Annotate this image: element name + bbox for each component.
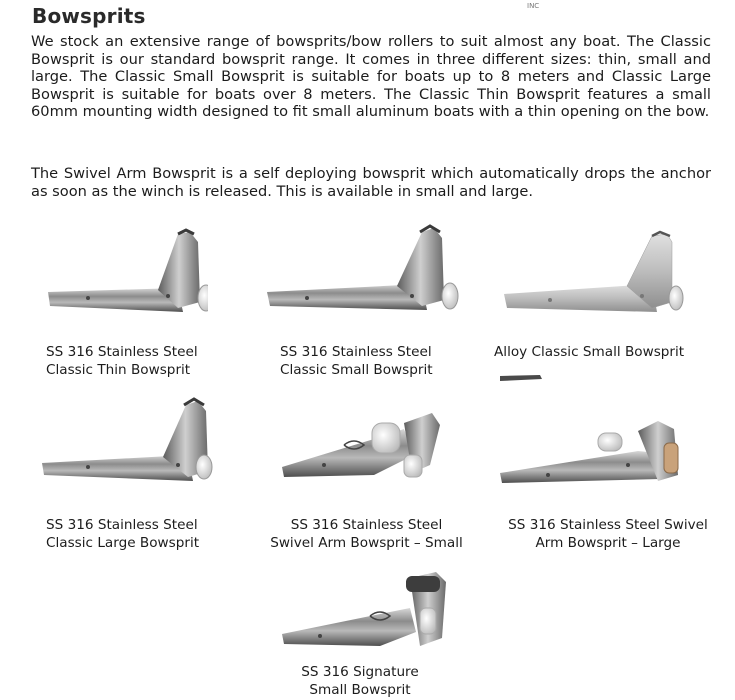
product-line2: Small Bowsprit [309, 681, 411, 698]
page-title: Bowsprits [32, 4, 146, 28]
intro-paragraph: We stock an extensive range of bowsprits/bow rollers to suit almost any boat. The Classic Bowsprit is our standard bowsprit range. It comes in three different sizes: thin, small and large. The Classic Small Bowsprit is suitable for boats up to 8 meters and Classic Large Bowsprit is suitable for boats over 8 meters. The Classic Thin Bowsprit features a small 60mm mounting width designed to fit small aluminum boats with a thin opening on the bow. [31, 33, 711, 120]
product-line1: SS 316 Stainless Steel Swivel [508, 517, 708, 533]
stray-image-fragment [500, 375, 542, 381]
classic-large-bowsprit-image [28, 395, 218, 515]
product-line1: SS 316 Stainless Steel [280, 344, 432, 360]
swivel-paragraph: The Swivel Arm Bowsprit is a self deploying bowsprit which automatically drops the anchor as soon as the winch is released. This is available in small and large. [31, 165, 711, 200]
product-swivel-arm-large[interactable] [488, 395, 728, 552]
swivel-arm-small-bowsprit-image [254, 395, 454, 515]
corner-mark: INC [527, 2, 540, 10]
product-line2: Swivel Arm Bowsprit – Small [270, 534, 463, 551]
product-line1: Alloy Classic Small Bowsprit [494, 344, 685, 360]
product-line2: Classic Thin Bowsprit [46, 361, 191, 378]
product-classic-small[interactable] [252, 222, 472, 379]
product-swivel-arm-small[interactable] [254, 395, 479, 552]
classic-small-bowsprit-image [252, 222, 462, 342]
classic-thin-bowsprit-image [28, 222, 208, 342]
signature-small-bowsprit-image [260, 562, 460, 662]
product-line1: SS 316 Stainless Steel [46, 517, 198, 533]
alloy-classic-small-bowsprit-image [492, 222, 692, 342]
product-classic-thin[interactable] [28, 222, 248, 379]
product-line2: Arm Bowsprit – Large [535, 534, 681, 551]
product-line1: SS 316 Signature [301, 664, 419, 680]
product-alloy-classic-small[interactable] [492, 222, 722, 362]
product-line1: SS 316 Stainless Steel [290, 517, 443, 533]
swivel-arm-large-bowsprit-image [488, 395, 698, 515]
product-signature-small[interactable] [260, 562, 460, 699]
product-line1: SS 316 Stainless Steel [46, 344, 198, 360]
product-line2: Classic Small Bowsprit [280, 361, 433, 378]
product-classic-large[interactable] [28, 395, 248, 552]
product-line2: Classic Large Bowsprit [46, 534, 200, 551]
